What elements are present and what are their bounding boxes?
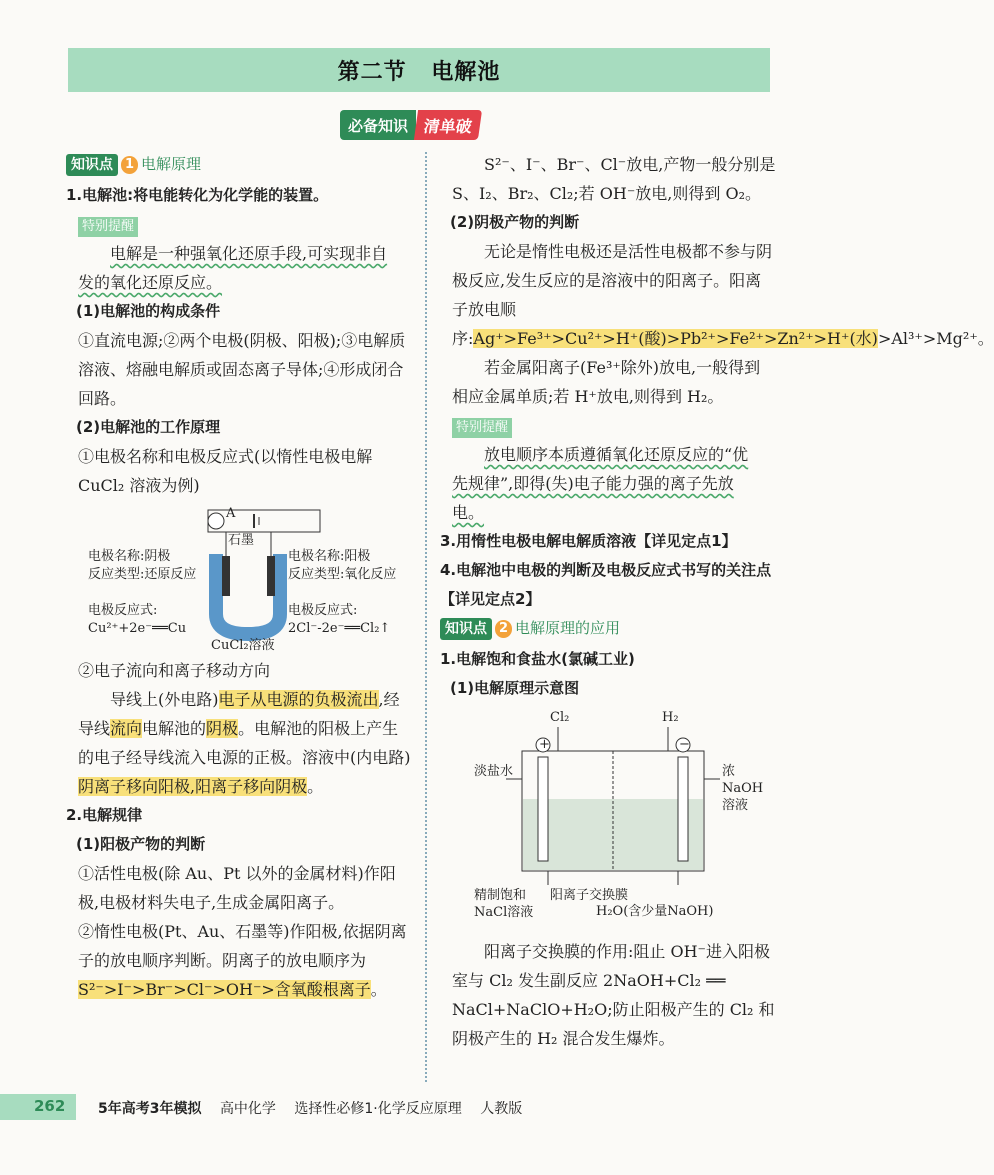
heading-rules: 2.电解规律 (66, 806, 143, 824)
kp-tag: 知识点 (66, 154, 118, 176)
flow-d: 流向 (110, 719, 143, 738)
kp-number-2: 2 (495, 620, 512, 638)
left-eq: Cu²⁺+2e⁻══Cu (88, 621, 187, 636)
cathode-sign: − (679, 737, 690, 752)
flow-b: 电子从电源的负极流出 (218, 690, 379, 709)
kp-title: 电解原理 (141, 155, 202, 173)
anion-order: S²⁻>I⁻>Br⁻>Cl⁻>OH⁻>含氧酸根离子 (78, 980, 371, 999)
cation-order: Ag⁺>Fe³⁺>Cu²⁺>H⁺(酸)>Pb²⁺>Fe²⁺>Zn²⁺>H⁺(水) (473, 329, 878, 348)
cucl2-electrolysis-diagram (66, 504, 414, 654)
flow-g: 。电解池的阳极上产生的电子经导线流入电源的正极。溶液中(内电路) (78, 719, 411, 767)
knowledge-point-1 (66, 150, 414, 179)
kp-title-2: 电解原理的应用 (515, 619, 621, 637)
anode-sign: + (539, 737, 550, 752)
heading-schematic: (1)电解原理示意图 (450, 679, 580, 697)
page-number: 262 (34, 1097, 66, 1115)
right-eq-label: 电极反应式: (288, 603, 358, 618)
left-eq-label: 电极反应式: (88, 603, 158, 618)
heading-electrode-judgement: 4.电解池中电极的判断及电极反应式书写的关注点【详见定点2】 (440, 561, 772, 608)
anode-text-2 (78, 917, 414, 1004)
section-number: 第二节 (337, 59, 407, 85)
membrane-label: 阳离子交换膜 (550, 888, 629, 903)
banner-right: 清单破 (414, 110, 482, 140)
anode-text-2a: ②惰性电极(Pt、Au、石墨等)作阳极,依据阴离子的放电顺序判断。阴离子的放电顺序为 (78, 922, 407, 970)
solution-label: CuCl₂溶液 (211, 638, 275, 653)
banner-left: 必备知识 (340, 110, 416, 140)
left-reaction-type: 反应类型:还原反应 (88, 567, 197, 582)
chlor-alkali-diagram (440, 707, 776, 920)
knowledge-point-2 (440, 614, 776, 643)
tip-label-2: 特别提醒 (452, 418, 512, 438)
anode-end: 。 (370, 980, 387, 999)
tip-label: 特别提醒 (78, 217, 138, 237)
right-eq: 2Cl⁻-2e⁻══Cl₂↑ (288, 621, 391, 636)
heading-working-principle: (2)电解池的工作原理 (76, 418, 221, 436)
knowledge-banner (340, 110, 480, 140)
cation-order-rest: >Al³⁺>Mg²⁺。 (877, 329, 994, 348)
flow-f: 阴极 (206, 719, 239, 738)
heading-conditions: (1)电解池的构成条件 (76, 302, 221, 320)
book-name: 选择性必修1·化学反应原理 (294, 1101, 462, 1117)
dilute-brine-label: 淡盐水 (474, 764, 514, 779)
naoh-label: 浓NaOH溶液 (722, 764, 764, 813)
ammeter-symbol: A (226, 506, 236, 521)
left-electrode-name: 电极名称:阴极 (88, 549, 171, 564)
cathode-text-1 (452, 237, 994, 353)
h2-label: H₂ (662, 710, 679, 725)
right-column (440, 150, 994, 1053)
heading-brine-electrolysis: 1.电解饱和食盐水(氯碱工业) (440, 650, 635, 668)
graphite-label: 石墨 (228, 533, 255, 548)
series-name: 5年高考3年模拟 (98, 1101, 202, 1117)
anode-text-1: ①活性电极(除 Au、Pt 以外的金属材料)作阳极,电极材料失电子,生成金属阳离子。 (78, 864, 396, 912)
tip-text: 电解是一种强氧化还原手段,可实现非自发的氧化还原反应。 (78, 244, 388, 292)
heading-anode-products: (1)阳极产物的判断 (76, 835, 206, 853)
edition-name: 人教版 (480, 1101, 523, 1117)
section-name: 电解池 (431, 59, 501, 85)
flow-e: 电解池的 (142, 719, 207, 738)
cathode-text-2: 若金属阳离子(Fe³⁺除外)放电,一般得到相应金属单质;若 H⁺放电,则得到 H₂。 (452, 358, 761, 406)
right-reaction-type: 反应类型:氧化反应 (288, 567, 397, 582)
heading-electrolytic-cell: 1.电解池:将电能转化为化学能的装置。 (66, 186, 329, 204)
electron-flow-text (78, 685, 414, 801)
heading-inert-electrolysis: 3.用惰性电极电解电解质溶液【详见定点1】 (440, 532, 737, 550)
right-electrode-name: 电极名称:阳极 (288, 549, 371, 564)
flow-i: 。 (307, 777, 324, 796)
cl2-label: Cl₂ (550, 710, 570, 725)
tip-text-2: 放电顺序本质遵循氧化还原反应的“优先规律”,即得(失)电子能力强的离子先放电。 (452, 445, 749, 522)
kp-number: 1 (121, 156, 138, 174)
water-label: H₂O(含少量NaOH) (596, 904, 714, 919)
working-text-1: ①电极名称和电极反应式(以惰性电极电解 CuCl₂ 溶液为例) (78, 447, 373, 495)
section-title (330, 55, 509, 86)
heading-cathode-products: (2)阴极产物的判断 (450, 213, 580, 231)
page-footer (0, 1094, 800, 1120)
flow-c: ,经导线 (78, 690, 400, 738)
flow-a: 导线上(外电路) (110, 690, 219, 709)
subject-name: 高中化学 (219, 1101, 276, 1117)
brine-label: 精制饱和NaCl溶液 (474, 888, 534, 920)
section-title-bar (68, 48, 770, 92)
conditions-text: ①直流电源;②两个电极(阴极、阳极);③电解质溶液、熔融电解质或固态离子导体;④形成闭合回路。 (78, 331, 406, 408)
left-column (66, 150, 414, 1004)
column-divider (425, 152, 427, 1082)
cathode-text-1a: 无论是惰性电极还是活性电极都不参与阴极反应,发生反应的是溶液中的阳离子。阳离子放电顺序: (452, 242, 773, 348)
kp-tag-2: 知识点 (440, 618, 492, 640)
footer-text (98, 1098, 536, 1118)
working-text-2: ②电子流向和离子移动方向 (78, 661, 271, 680)
anion-products-text: S²⁻、I⁻、Br⁻、Cl⁻放电,产物一般分别是S、I₂、Br₂、Cl₂;若 OH⁻放电,则得到 O₂。 (452, 155, 776, 203)
membrane-function-text: 阳离子交换膜的作用:阻止 OH⁻进入阳极室与 Cl₂ 发生副反应 2NaOH+Cl₂ ══ NaCl+NaClO+H₂O;防止阳极产生的 Cl₂ 和阴极产生的 H₂ 混合发生爆炸。 (452, 942, 775, 1048)
flow-h: 阴离子移向阳极,阳离子移向阴极 (78, 777, 308, 796)
